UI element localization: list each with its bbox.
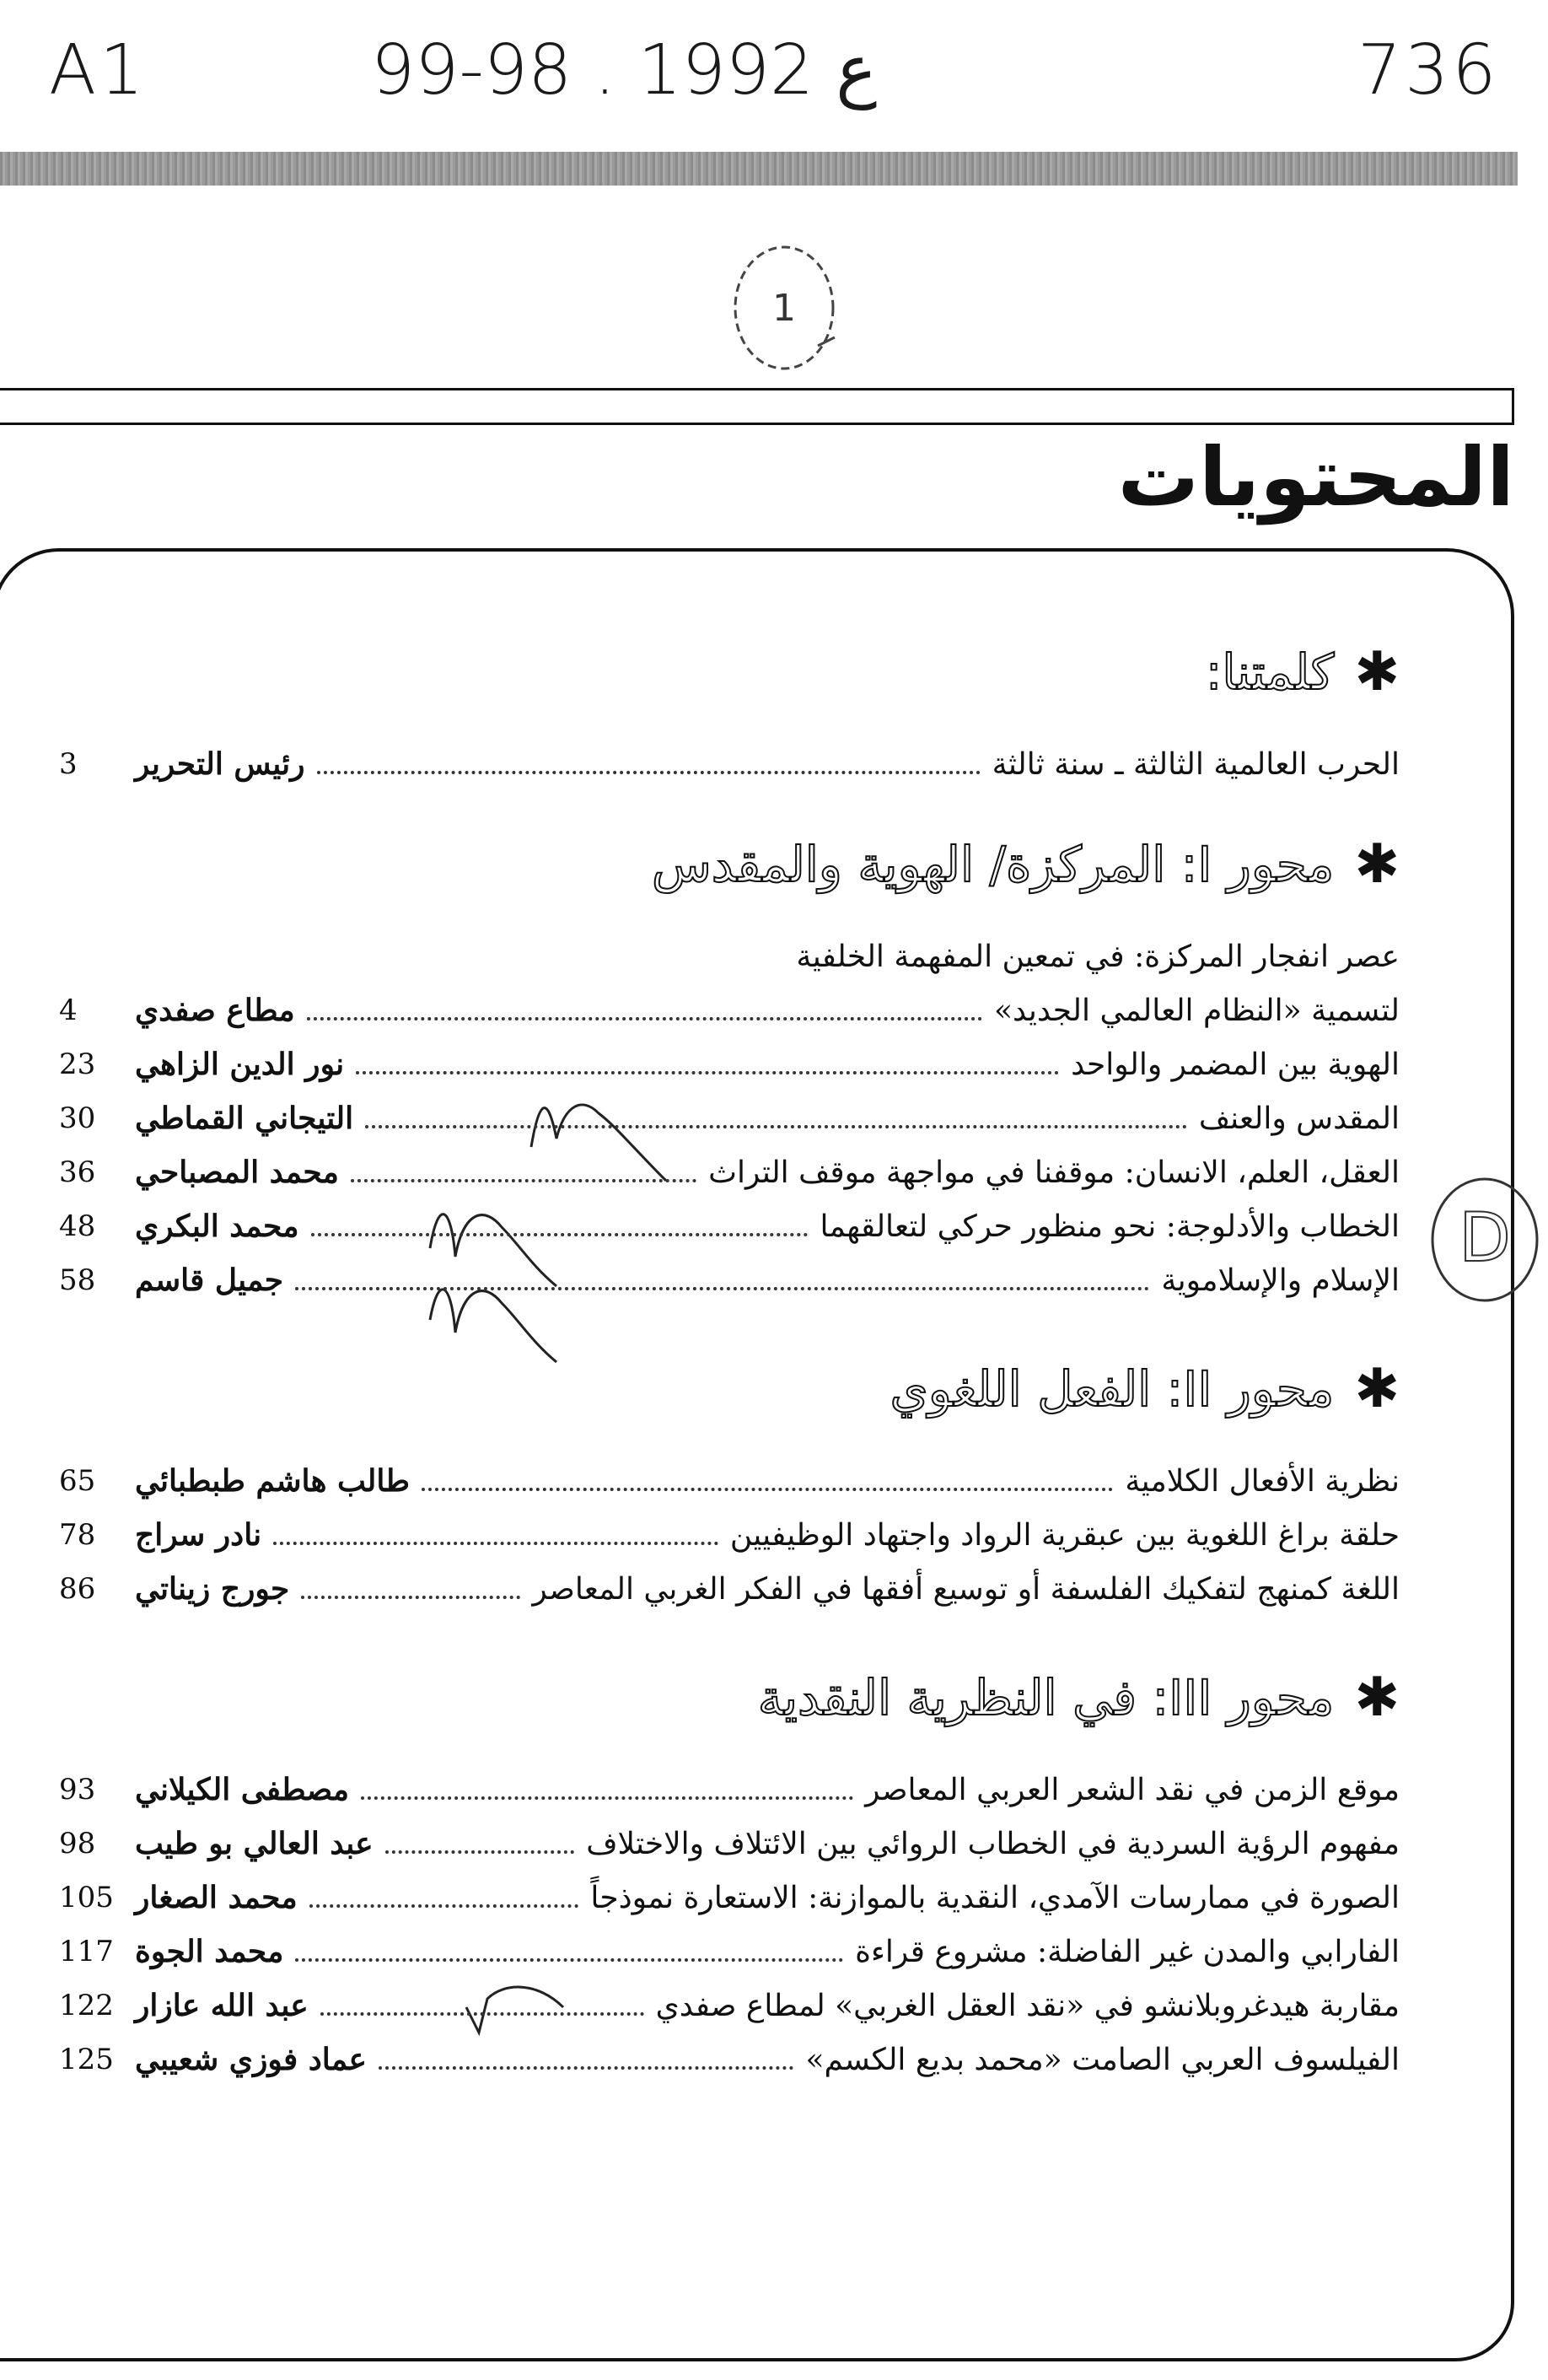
- stamp-side-label: D: [1459, 1198, 1511, 1277]
- leader-dots: [295, 1287, 1149, 1290]
- toc-entry: [59, 1925, 1400, 1979]
- entry-page: 30: [59, 1101, 96, 1135]
- entry-title: العقل، العلم، الانسان: موقفنا في مواجهة موقف التراث: [708, 1155, 1400, 1190]
- leader-dots: [317, 771, 981, 774]
- section-heading: [59, 833, 1400, 896]
- leader-dots: [320, 2012, 644, 2016]
- entry-title: عصر انفجار المركزة: في تمعين المفهمة الخلفية: [796, 939, 1400, 974]
- toc-entry: [59, 1145, 1400, 1199]
- entry-author: محمد المصباحي: [135, 1155, 339, 1190]
- entry-page: 58: [59, 1263, 96, 1297]
- entry-page: 125: [59, 2043, 114, 2076]
- entry-author: نور الدين الزاهي: [135, 1047, 345, 1082]
- toc-entry: [59, 1091, 1400, 1145]
- leader-dots: [295, 1958, 843, 1962]
- toc-entry: [59, 1199, 1400, 1253]
- entry-title: مقاربة هيدغروبلانشو في «نقد العقل الغربي» لمطاع صفدي: [655, 1988, 1400, 2023]
- round-stamp-icon: [725, 236, 843, 380]
- entry-page: 36: [59, 1155, 96, 1189]
- entry-page: 117: [59, 1935, 114, 1968]
- leader-dots: [307, 1017, 982, 1020]
- side-stamp-icon: [1413, 1164, 1548, 1316]
- entry-title: الإسلام والإسلاموية: [1161, 1263, 1400, 1298]
- entry-page: 48: [59, 1209, 96, 1243]
- entry-page: 3: [59, 747, 78, 781]
- leader-dots: [356, 1071, 1059, 1074]
- leader-dots: [311, 1233, 809, 1236]
- toc-entry: [59, 1508, 1400, 1562]
- leader-dots: [273, 1542, 718, 1545]
- entry-page: 98: [59, 1827, 96, 1860]
- entry-author: نادر سراج: [135, 1517, 262, 1553]
- toc-entry: [59, 1253, 1400, 1307]
- toc-entry: [59, 1763, 1400, 1817]
- entry-author: طالب هاشم طبطبائي: [135, 1463, 410, 1499]
- handwritten-code: A1: [49, 30, 148, 110]
- leader-dots: [385, 1850, 575, 1854]
- entry-title: نظرية الأفعال الكلامية: [1125, 1463, 1400, 1499]
- entry-author: عبد الله عازار: [135, 1988, 309, 2023]
- entry-page: 4: [59, 993, 78, 1027]
- entry-page: 65: [59, 1464, 96, 1498]
- toc-entry: [59, 983, 1400, 1037]
- toc-entry: [59, 1037, 1400, 1091]
- toc-section: [59, 1667, 1400, 2087]
- asterisk-icon: ✱: [1354, 1667, 1400, 1729]
- entry-title: اللغة كمنهج لتفكيك الفلسفة أو توسيع أفقها في الفكر الغربي المعاصر: [532, 1571, 1400, 1607]
- entry-title: الحرب العالمية الثالثة ـ سنة ثالثة: [992, 746, 1400, 782]
- section-heading-text: كلمتنا:: [1205, 643, 1335, 701]
- entry-title: موقع الزمن في نقد الشعر العربي المعاصر: [865, 1772, 1400, 1807]
- entry-page: 23: [59, 1047, 96, 1081]
- toc-section: [59, 833, 1400, 1307]
- toc-entry: [59, 1817, 1400, 1871]
- leader-dots: [361, 1796, 853, 1800]
- handwritten-issue: 99-98 . ع 1992: [371, 30, 878, 110]
- leader-dots: [309, 1904, 579, 1908]
- entry-page: 86: [59, 1572, 96, 1606]
- section-heading: [59, 1667, 1400, 1729]
- toc-section: [59, 641, 1400, 791]
- entry-page: 78: [59, 1518, 96, 1552]
- entry-title: لتسمية «النظام العالمي الجديد»: [993, 993, 1400, 1028]
- section-heading-text: محور II: الفعل اللغوي: [890, 1360, 1335, 1418]
- entry-author: التيجاني القماطي: [135, 1101, 354, 1136]
- entry-title: الخطاب والأدلوجة: نحو منظور حركي لتعالقهما: [820, 1209, 1400, 1244]
- section-heading: [59, 641, 1400, 703]
- leader-dots: [379, 2066, 793, 2070]
- leader-dots: [365, 1125, 1187, 1128]
- page-title: المحتويات: [1117, 430, 1514, 525]
- stamp-top-label: 1: [772, 287, 796, 330]
- toc-entry: [59, 1562, 1400, 1616]
- asterisk-icon: ✱: [1354, 1358, 1400, 1420]
- asterisk-icon: ✱: [1354, 641, 1400, 703]
- entry-title: الفارابي والمدن غير الفاضلة: مشروع قراءة: [855, 1934, 1400, 1969]
- toc-entry: [59, 1871, 1400, 1925]
- entry-page: 93: [59, 1773, 96, 1807]
- section-heading: [59, 1358, 1400, 1420]
- leader-dots: [351, 1179, 696, 1182]
- scan-gray-band: [0, 152, 1518, 186]
- entry-author: مطاع صفدي: [135, 993, 295, 1028]
- entry-title: مفهوم الرؤية السردية في الخطاب الروائي بين الائتلاف والاختلاف: [586, 1826, 1400, 1861]
- toc-entry: [59, 929, 1400, 983]
- entry-title: الصورة في ممارسات الآمدي، النقدية بالموازنة: الاستعارة نموذجاً: [590, 1880, 1400, 1915]
- leader-dots: [422, 1488, 1113, 1491]
- toc-entry: [59, 1454, 1400, 1508]
- entry-title: المقدس والعنف: [1198, 1101, 1400, 1136]
- entry-page: 122: [59, 1989, 114, 2022]
- handwritten-number: 736: [1357, 30, 1500, 110]
- leader-dots: [301, 1596, 520, 1599]
- asterisk-icon: ✱: [1354, 833, 1400, 896]
- entry-title: حلقة براغ اللغوية بين عبقرية الرواد واجتهاد الوظيفيين: [729, 1517, 1400, 1553]
- entry-author: عماد فوزي شعيبي: [135, 2042, 367, 2077]
- entry-author: جميل قاسم: [135, 1263, 284, 1298]
- entry-author: رئيس التحرير: [135, 746, 305, 782]
- toc-entry: [59, 1979, 1400, 2033]
- toc-entry: [59, 737, 1400, 791]
- entry-author: عبد العالي بو طيب: [135, 1826, 374, 1861]
- entry-author: محمد الصغار: [135, 1880, 298, 1915]
- entry-author: جورج زيناتي: [135, 1571, 290, 1607]
- entry-title: الفيلسوف العربي الصامت «محمد بديع الكسم»: [805, 2042, 1400, 2077]
- entry-title: الهوية بين المضمر والواحد: [1071, 1047, 1400, 1082]
- table-of-contents: [59, 582, 1400, 2087]
- entry-author: مصطفى الكيلاني: [135, 1772, 350, 1807]
- entry-author: محمد الجوة: [135, 1934, 284, 1969]
- section-heading-text: محور I: المركزة/ الهوية والمقدس: [651, 836, 1335, 893]
- entry-page: 105: [59, 1881, 114, 1914]
- toc-section: [59, 1358, 1400, 1616]
- section-heading-text: محور III: في النظرية النقدية: [757, 1669, 1335, 1726]
- entry-author: محمد البكري: [135, 1209, 299, 1244]
- header-rule: [0, 388, 1514, 425]
- toc-entry: [59, 2033, 1400, 2087]
